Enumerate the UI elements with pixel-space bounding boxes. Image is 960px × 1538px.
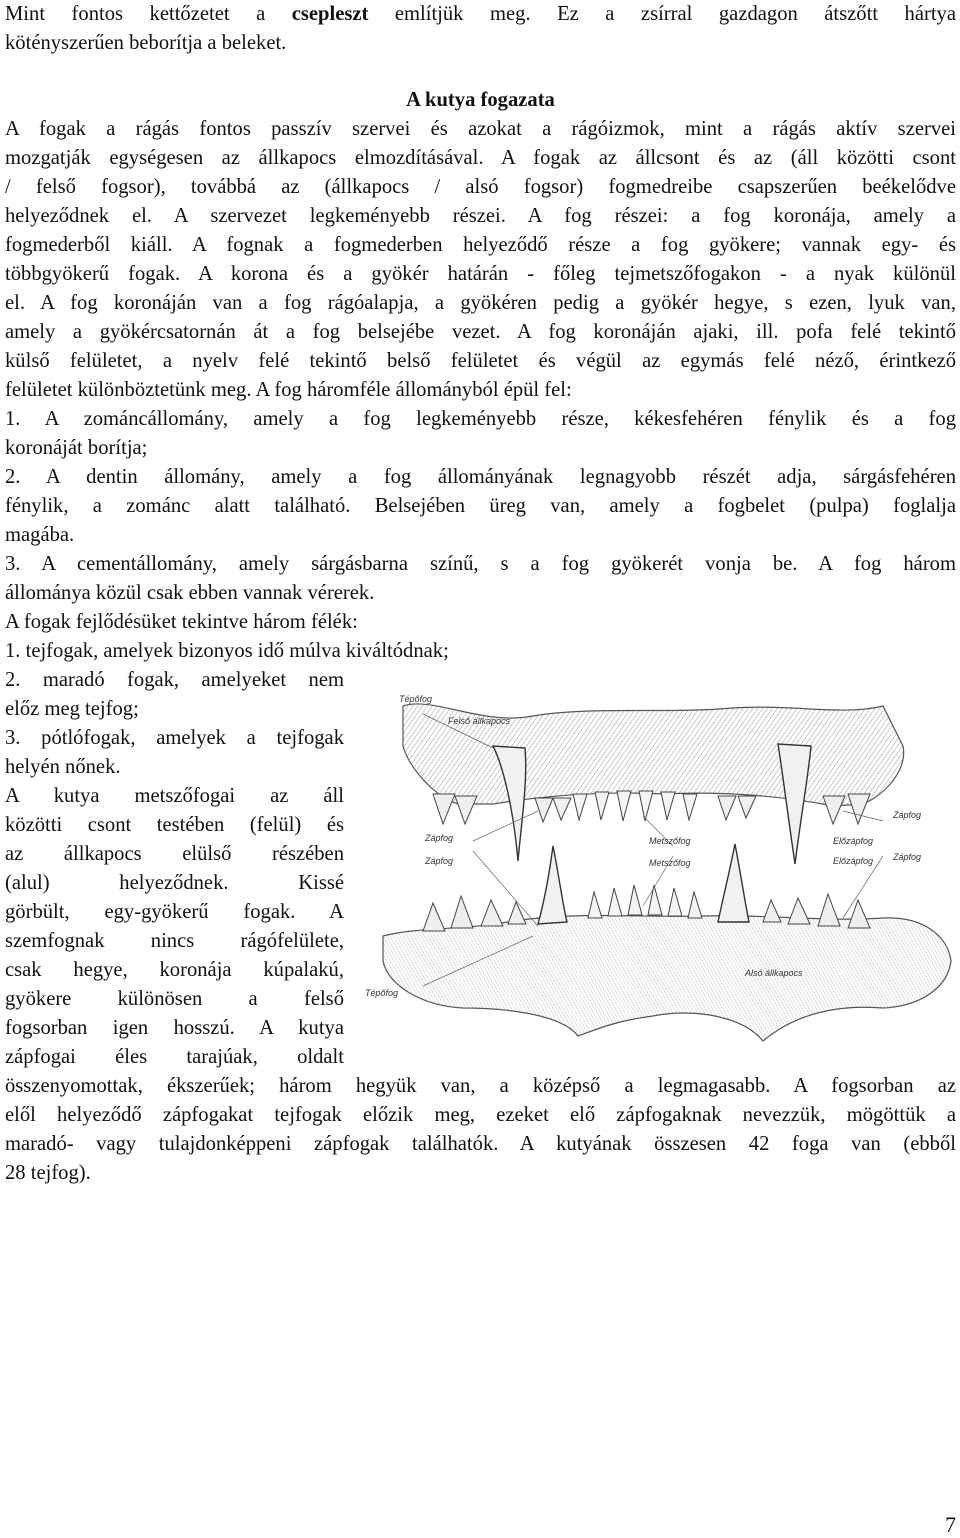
narrow-line: az állkapocs elülső részében (5, 843, 344, 865)
narrow-line: közötti csont testében (felül) és (5, 814, 344, 836)
body-line: magába. (5, 524, 75, 546)
label-metszofog-bottom: Metszőfog (649, 858, 691, 868)
body-line: el. A fog koronáján van a fog rágóalapja, a gyökéren pedig a gyökér hegye, s ezen, lyuk van, (5, 292, 956, 314)
upper-right-canine (778, 744, 811, 864)
narrow-line: görbült, egy-gyökerű fogak. A (5, 901, 344, 923)
body-line: mozgatják egységesen az állkapocs elmozdításával. A fogak az állcsont és az (áll közötti csont (5, 147, 956, 169)
label-metszofog-top: Metszőfog (649, 836, 691, 846)
label-also-allkapocs: Alsó állkapocs (745, 968, 803, 978)
body-line: koronáját borítja; (5, 437, 148, 459)
body-line: fogmederből kiáll. A fognak a fogmederben helyeződő része a fog gyökere; vannak egy- és (5, 234, 956, 256)
body-line: állománya közül csak ebben vannak vérerek. (5, 582, 375, 604)
intro-line-2: kötényszerűen beborítja a beleket. (5, 32, 287, 54)
intro-text-b: említjük meg. Ez a zsírral gazdagon átszőtt hártya (368, 3, 956, 25)
label-elozapfog-right-1: Előzápfog (833, 836, 874, 846)
label-zapfog-left: Zápfog (425, 833, 454, 843)
page-number: 7 (945, 1512, 956, 1537)
body-line: / felső fogsor), továbbá az (állkapocs / alsó fogsor) fogmedreibe csapszerűen beékelődve (5, 176, 956, 198)
lower-left-canine (538, 846, 567, 924)
body-line: összenyomottak, ékszerűek; három hegyük van, a középső a legmagasabb. A fogsorban az (5, 1075, 956, 1097)
body-line: A fogak fejlődésüket tekintve három félék: (5, 611, 358, 633)
body-line: elől helyeződő zápfogakat tejfogak előzik meg, ezeket elő zápfogaknak nevezzük, mögöttük a (5, 1104, 956, 1126)
body-line: helyeződnek el. A szervezet legkeményebb részei. A fog részei: a fog koronája, amely a (5, 205, 956, 227)
label-zapfog-left-2: Zápfog (425, 856, 454, 866)
intro-text-a: Mint fontos kettőzetet a (5, 3, 292, 25)
list-item-enamel: 1. A zománcállomány, amely a fog legkeményebb része, kékesfehéren fénylik és a fog (5, 408, 956, 430)
dog-skull-drawing (363, 686, 958, 1046)
body-line: maradó- vagy tulajdonképpeni zápfogak találhatók. A kutyának összesen 42 foga van (ebből (5, 1133, 956, 1155)
list-item-milk-teeth: 1. tejfogak, amelyek bizonyos idő múlva kiváltódnak; (5, 640, 449, 662)
body-line: többgyökerű fogak. A korona és a gyökér határán - főleg tejmetszőfogakon - a nyak különül (5, 263, 956, 285)
narrow-line: A kutya metszőfogai az áll (5, 785, 344, 807)
lower-jaw-bone (383, 915, 951, 1041)
narrow-line: zápfogai éles tarajúak, oldalt (5, 1046, 344, 1068)
upper-incisors (573, 791, 697, 821)
intro-line-1 (5, 0, 956, 29)
dog-teeth-illustration (363, 686, 958, 1046)
label-felso-allkapocs: Felső állkapocs (448, 716, 511, 726)
body-line: felületet különböztetünk meg. A fog háromféle állományból épül fel: (5, 379, 572, 401)
label-tepofog-bottom: Tépőfog (365, 988, 399, 998)
intro-bold-term: csepleszt (291, 3, 369, 25)
body-line: fénylik, a zománc alatt található. Belsejében üreg van, amely a fogbelet (pulpa) foglalja (5, 495, 956, 517)
narrow-line: 2. maradó fogak, amelyeket nem (5, 669, 344, 691)
body-line: külső felületet, a nyelv felé tekintő belső felületet és végül az egymás felé néző, érintkező (5, 350, 956, 372)
label-zapfog-right: Zápfog (893, 810, 922, 820)
narrow-line: szemfognak nincs rágófelülete, (5, 930, 344, 952)
lower-right-canine (718, 844, 749, 922)
section-title: A kutya fogazata (406, 89, 555, 111)
label-tepofog-top: Tépőfog (399, 694, 433, 704)
narrow-line: gyökere különösen a felső (5, 988, 344, 1010)
body-line: amely a gyökércsatornán át a fog belsejébe vezet. A fog koronáján ajaki, ill. pofa felé tekintő (5, 321, 956, 343)
narrow-line: (alul) helyeződnek. Kissé (5, 872, 344, 894)
body-line: 28 tejfog). (5, 1162, 91, 1184)
lower-incisors (588, 885, 702, 918)
body-line: A fogak a rágás fontos passzív szervei és azokat a rágóizmok, mint a rágás aktív szervei (5, 118, 956, 140)
narrow-line: helyén nőnek. (5, 756, 121, 778)
narrow-line: fogsorban igen hosszú. A kutya (5, 1017, 344, 1039)
label-zapfog-right-2: Zápfog (893, 852, 922, 862)
narrow-line: előz meg tejfog; (5, 698, 139, 720)
narrow-line: 3. pótlófogak, amelyek a tejfogak (5, 727, 344, 749)
narrow-line: csak hegye, koronája kúpalakú, (5, 959, 344, 981)
list-item-cement: 3. A cementállomány, amely sárgásbarna színű, s a fog gyökerét vonja be. A fog három (5, 553, 956, 575)
label-elozapfog-right-2: Előzápfog (833, 856, 874, 866)
list-item-dentin: 2. A dentin állomány, amely a fog állományának legnagyobb részét adja, sárgásfehéren (5, 466, 956, 488)
